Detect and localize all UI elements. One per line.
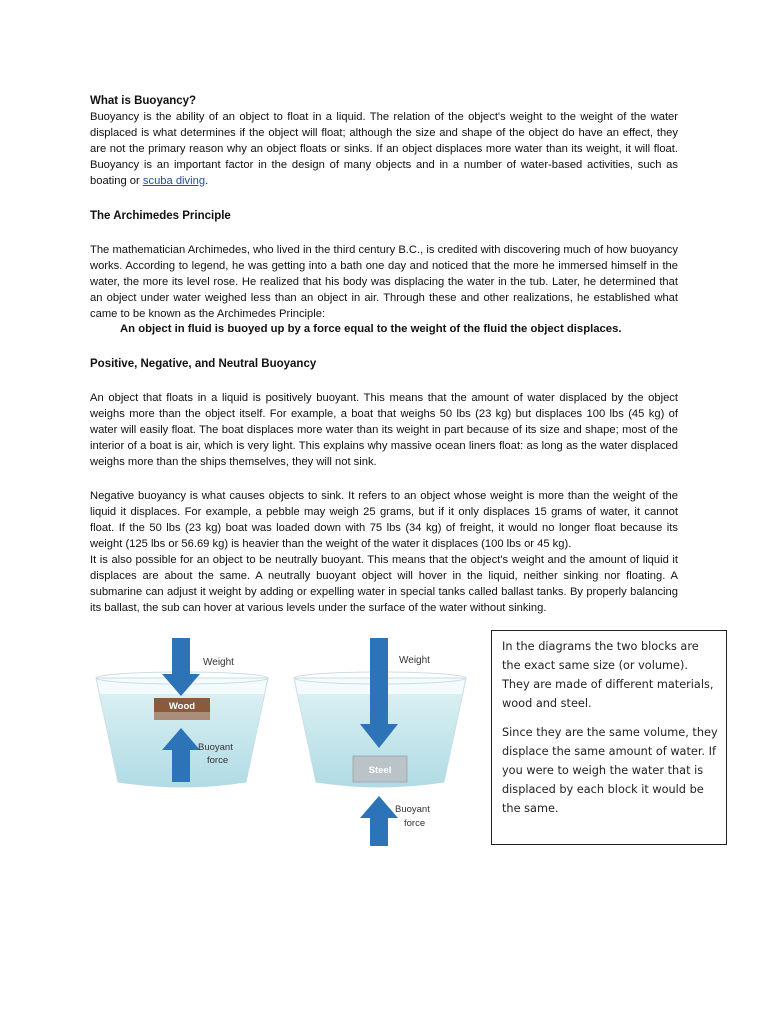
explanation-paragraph-2: Since they are the same volume, they displace the same amount of water. If you were to weigh the water that is displaced by each block it would be the same.: [502, 726, 718, 815]
steel-weight-label: Weight: [399, 655, 430, 666]
positive-buoyancy-paragraph: An object that floats in a liquid is positively buoyant. This means that the amount of water displaced by the object weighs more than the object itself. For example, a boat that weighs 50 lbs (23 kg) but displaces 100 lbs (45 kg) of water will easily float. The boat displaces more water than its weight in part because of its size and shape; most of the interior of a boat is air, which is very light. This explains why massive ocean liners float: as long as the water displaced weighs more than the ships themselves, they will not sink.: [90, 392, 678, 468]
wood-buoyant-label-2: force: [207, 755, 229, 766]
wood-block-submerged: [154, 712, 210, 720]
wood-weight-label: Weight: [203, 657, 234, 668]
heading-buoyancy-types: Positive, Negative, and Neutral Buoyancy: [90, 358, 317, 370]
definition-text-end: .: [205, 174, 209, 187]
archimedes-principle-statement: An object in fluid is buoyed up by a force equal to the weight of the fluid the object displaces.: [120, 323, 622, 335]
negative-buoyancy-paragraph: Negative buoyancy is what causes objects to sink. It refers to an object whose weight is more than the weight of the liquid it displaces. For example, a pebble may weigh 25 grams, but if it only displaces 15 grams of water, it cannot float. If the 50 lbs (23 kg) boat was loaded down with 75 lbs (34 kg) of freight, it would no longer float because its weight (125 lbs or 56.69 kg) is heavier than the weight of the water it displaces (100 lbs or 45 kg).: [90, 490, 678, 550]
steel-buoyant-label-1: Buoyant: [395, 804, 430, 815]
archimedes-paragraph: The mathematician Archimedes, who lived in the third century B.C., is credited with discovering much of how buoyancy works. According to legend, he was getting into a bath one day and noticed that the more he immersed himself in the water, the more its level rose. He realized that his body was displacing the water in the tub. Later, he determined that an object under water weighed less than an object in air. Through these and other realizations, he established what came to be known as the Archimedes Principle:: [90, 244, 678, 320]
steel-buoyant-label-2: force: [404, 818, 426, 829]
wood-block-label: Wood: [168, 701, 196, 712]
definition-text: Buoyancy is the ability of an object to float in a liquid. The relation of the object's weight to the weight of the water displaced is what determines if the object will float; although the size and shape of the object do have an effect, they are not the primary reason why an object floats or sinks. If an object displaces more water than its weight, it will float. Buoyancy is an important factor in the design of many objects and in a number of water-based activities, such as boating or: [90, 111, 678, 187]
buoyancy-definition-paragraph: [90, 110, 678, 190]
buoyancy-diagram: [90, 632, 480, 850]
explanation-textbox: [491, 630, 727, 845]
neutral-buoyancy-paragraph: It is also possible for an object to be neutrally buoyant. This means that the object's weight and the amount of liquid it displaces are about the same. A neutrally buoyant object will hover in the liquid, neither sinking nor floating. A submarine can adjust it weight by adding or expelling water in special tanks called ballast tanks. By properly balancing its ballast, the sub can hover at various levels under the surface of the water without sinking.: [90, 554, 678, 614]
heading-archimedes-principle: The Archimedes Principle: [90, 210, 231, 222]
heading-what-is-buoyancy: What is Buoyancy?: [90, 95, 197, 107]
scuba-diving-link[interactable]: scuba diving: [142, 174, 206, 187]
explanation-paragraph-1: In the diagrams the two blocks are the exact same size (or volume). They are made of different materials, wood and steel.: [502, 640, 714, 710]
wood-buoyant-label-1: Buoyant: [198, 742, 233, 753]
steel-buoyant-arrow: [360, 796, 398, 846]
steel-block-label: Steel: [368, 765, 392, 776]
